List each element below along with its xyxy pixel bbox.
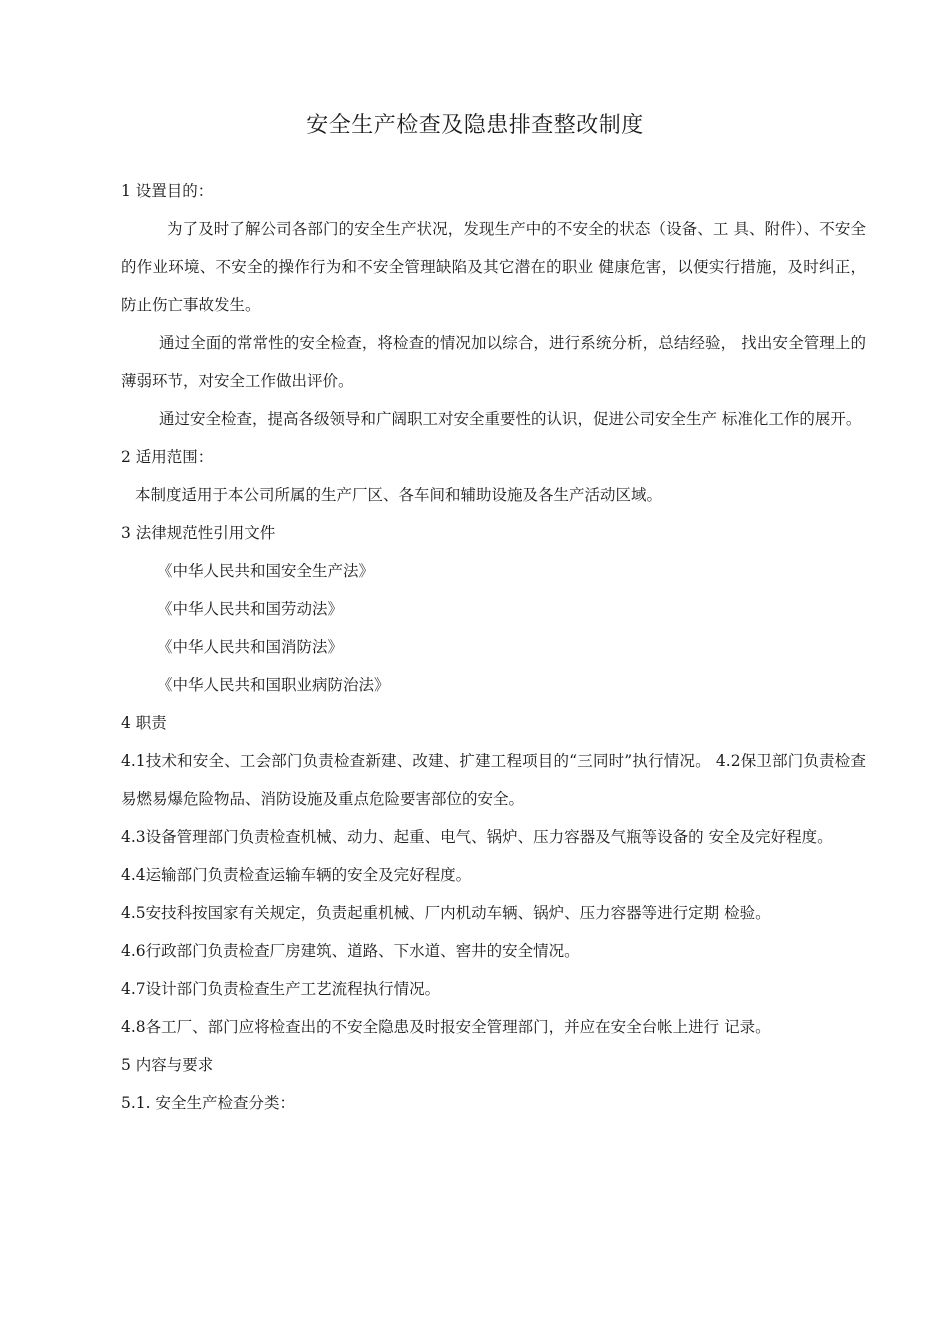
duty-item: 4.4运输部门负责检查运输车辆的安全及完好程度。 bbox=[121, 866, 472, 884]
reference-item: 《中华人民共和国消防法》 bbox=[157, 638, 344, 656]
subsection-heading: 5.1. 安全生产检查分类： bbox=[121, 1094, 296, 1112]
duty-item: 4.8各工厂、部门应将检查出的不安全隐患及时报安全管理部门，并应在安全台帐上进行 记录。 bbox=[121, 1018, 771, 1036]
paragraph-scope: 本制度适用于本公司所属的生产厂区、各车间和辅助设施及各生产活动区域。 bbox=[135, 486, 663, 504]
duty-item: 4.6行政部门负责检查厂房建筑、道路、下水道、窖井的安全情况。 bbox=[121, 942, 580, 960]
reference-item: 《中华人民共和国职业病防治法》 bbox=[157, 676, 390, 694]
duty-item: 4.3设备管理部门负责检查机械、动力、起重、电气、锅炉、压力容器及气瓶等设备的 安全及完好程度。 bbox=[121, 828, 833, 846]
paragraph-purpose-1: 为了及时了解公司各部门的安全生产状况，发现生产中的不安全的状态（设备、工 具、附件）、不安全的作业环境、不安全的操作行为和不安全管理缺陷及其它潜在的职业 健康危害，以便实行措施，及时纠正，防止伤亡事故发生。 bbox=[121, 220, 866, 314]
reference-item: 《中华人民共和国劳动法》 bbox=[157, 600, 344, 618]
section-heading-references: 3 法律规范性引用文件 bbox=[121, 524, 276, 542]
paragraph-purpose-2: 通过全面的常常性的安全检查，将检查的情况加以综合，进行系统分析，总结经验， 找出安全管理上的薄弱环节，对安全工作做出评价。 bbox=[121, 334, 866, 390]
reference-item: 《中华人民共和国安全生产法》 bbox=[157, 562, 375, 580]
duty-item: 4.1技术和安全、工会部门负责检查新建、改建、扩建工程项目的“三同时”执行情况。 4.2保卫部门负责检查易燃易爆危险物品、消防设施及重点危险要害部位的安全。 bbox=[121, 752, 866, 808]
paragraph-purpose-3: 通过安全检查，提高各级领导和广阔职工对安全重要性的认识，促进公司安全生产 标准化工作的展开。 bbox=[159, 410, 862, 428]
duty-item: 4.5安技科按国家有关规定，负责起重机械、厂内机动车辆、锅炉、压力容器等进行定期 检验。 bbox=[121, 904, 771, 922]
section-heading-content: 5 内容与要求 bbox=[121, 1056, 214, 1074]
section-heading-duties: 4 职责 bbox=[121, 714, 167, 732]
section-heading-purpose: 1 设置目的： bbox=[121, 182, 214, 200]
document-body bbox=[121, 172, 866, 1122]
section-heading-scope: 2 适用范围： bbox=[121, 448, 214, 466]
duty-item: 4.7设计部门负责检查生产工艺流程执行情况。 bbox=[121, 980, 441, 998]
document-title: 安全生产检查及隐患排查整改制度 bbox=[306, 113, 644, 138]
